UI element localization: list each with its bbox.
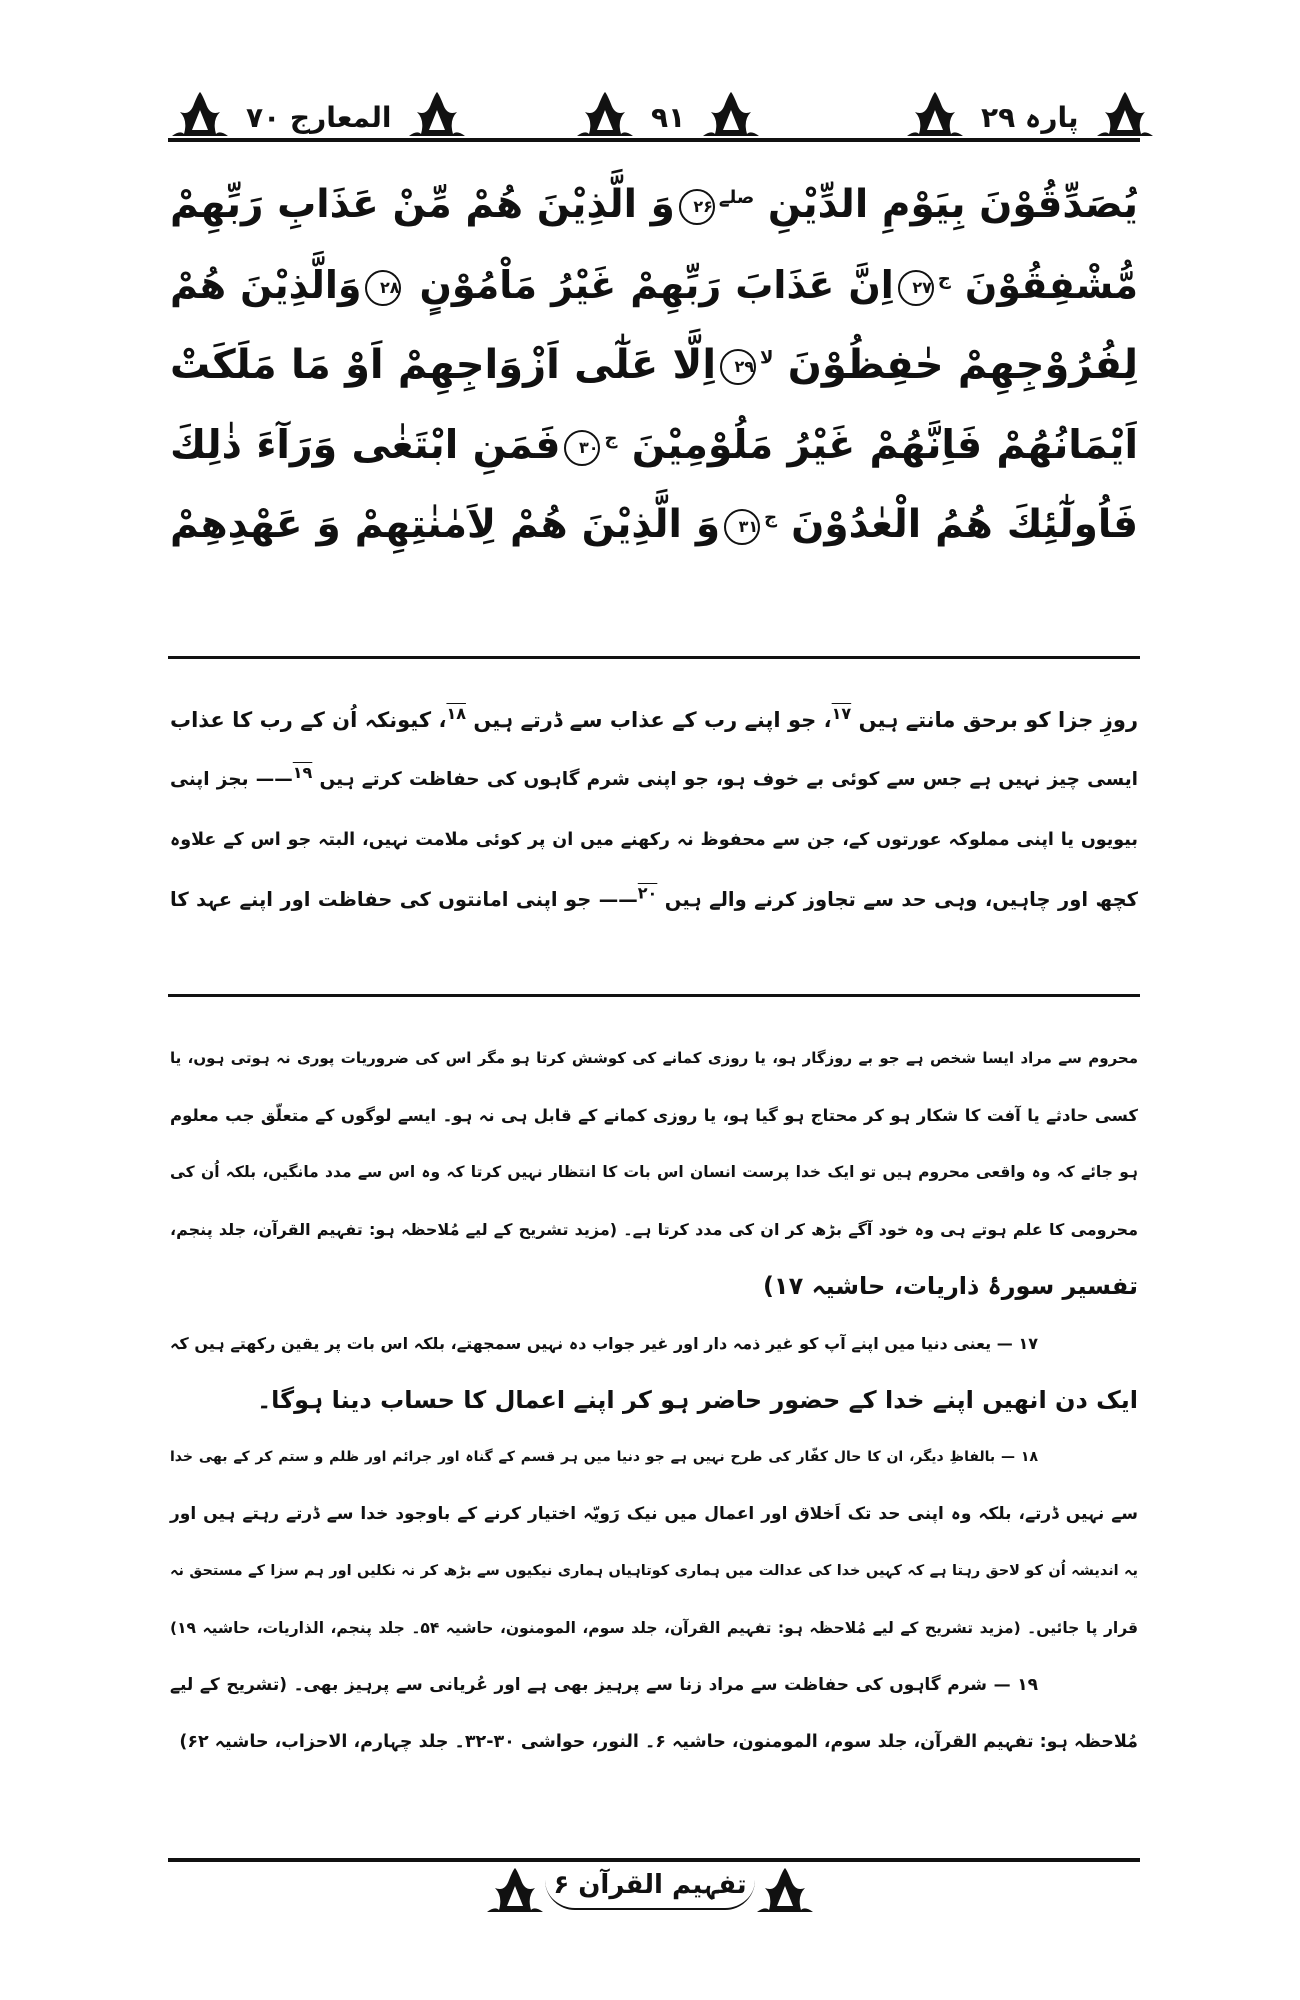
- line-text: یہ اندیشہ اُن کو لاحق رہتا ہے کہ کہیں خدا کی عدالت میں ہماری کوتاہیاں ہماری نیکیوں سے بڑھ کر نہ نکلیں اور ہم سزا کے مستحق نہ: [170, 1563, 1138, 1579]
- header-para-cartouche: [905, 88, 1155, 138]
- arabic-line: [170, 485, 1138, 565]
- footnote-line: [170, 1372, 1138, 1429]
- line-text: روزِ جزا کو برحق مانتے ہیں: [858, 708, 1139, 732]
- waqf-sign: لا: [760, 347, 774, 369]
- line-text: ۱۸ — بالفاظِ دیگر، ان کا حال کفّار کی طرح نہیں ہے جو دنیا میں ہر قسم کے گناہ اور جرائم اور ظلم و ستم کر کے بھی خدا: [170, 1449, 1038, 1465]
- ornament-icon: [485, 1866, 545, 1914]
- line-text: قرار پا جائیں۔ (مزید تشریح کے لیے مُلاحظہ ہو: تفہیم القرآن، جلد سوم، المومنون، حاشیہ ۵۴۔ جلد پنجم، الذاریات، حاشیہ ۱۹): [170, 1619, 1138, 1637]
- ayah-number-marker: ۲۸: [365, 270, 401, 306]
- line-text: اَيْمَانُهُمْ فَاِنَّهُمْ غَيْرُ مَلُوْمِيْنَ: [631, 422, 1138, 468]
- header-surah-cartouche: [170, 88, 467, 138]
- header-rule: [168, 138, 1140, 142]
- footnote-line: [170, 1144, 1138, 1201]
- line-text: وَ الَّذِيْنَ هُمْ لِاَمٰنٰتِهِمْ وَ عَهْدِهِمْ: [170, 502, 721, 547]
- ornament-icon: [905, 90, 965, 138]
- line-text: ۱۷ — یعنی دنیا میں اپنے آپ کو غیر ذمہ دار اور غیر جواب دہ نہیں سمجھتے، بلکہ اس بات پر یقین رکھتے ہیں کہ: [170, 1334, 1038, 1353]
- footnote-line: [170, 1600, 1138, 1657]
- footnote-line: [170, 1030, 1138, 1087]
- book-title: تفہیم القرآن ۶: [545, 1870, 754, 1910]
- footnote-reference: ۱۸: [446, 704, 466, 723]
- line-text: سے نہیں ڈرتے، بلکہ وہ اپنی حد تک اَخلاق اور اعمال میں نیک رَویّہ اختیار کرنے کے باوجود خدا سے ڈرتے رہتے ہیں اور: [170, 1504, 1138, 1524]
- translation-line: [170, 690, 1138, 750]
- line-text: کچھ اور چاہیں، وہی حد سے تجاوز کرنے والے ہیں: [664, 888, 1139, 911]
- footnote-line: [170, 1543, 1138, 1600]
- line-text: يُصَدِّقُوْنَ بِيَوْمِ الدِّيْنِ: [767, 182, 1139, 227]
- arabic-line: [170, 165, 1138, 245]
- waqf-sign: صلے: [718, 187, 755, 208]
- ornament-icon: [1095, 90, 1155, 138]
- divider: [168, 994, 1140, 997]
- line-text: —— جو اپنی امانتوں کی حفاظت اور اپنے عہد کا: [170, 888, 638, 911]
- footnote-line: [170, 1201, 1138, 1258]
- line-text: محرومی کا علم ہوتے ہی وہ خود آگے بڑھ کر ان کی مدد کرتا ہے۔ (مزید تشریح کے لیے مُلاحظہ ہو: تفہیم القرآن، جلد پنجم،: [170, 1220, 1138, 1239]
- translation-line: [170, 810, 1138, 870]
- line-text: محروم سے مراد ایسا شخص ہے جو بے روزگار ہو، یا روزی کمانے کی کوشش کرتا ہو مگر اس کی ضروریات پوری نہ ہوتی ہوں، یا: [170, 1049, 1138, 1067]
- ornament-icon: [575, 90, 635, 138]
- line-text: مُّشْفِقُوْنَ: [964, 263, 1138, 307]
- line-text: کسی حادثے یا آفت کا شکار ہو کر محتاج ہو گیا ہو، یا روزی کمانے کے قابل ہی نہ ہو۔ ایسے لوگوں کے متعلّق جب معلوم: [170, 1106, 1138, 1125]
- line-text: لِفُرُوْجِهِمْ حٰفِظُوْنَ: [787, 342, 1138, 388]
- waqf-sign: ج: [764, 507, 778, 528]
- line-text: فَمَنِ ابْتَغٰى وَرَآءَ ذٰلِكَ: [170, 422, 561, 468]
- ornament-icon: [407, 90, 467, 138]
- ayah-number-marker: ۳۰: [564, 430, 600, 466]
- ayah-number-marker: ۲۹: [720, 349, 756, 385]
- line-text: ایک دن انھیں اپنے خدا کے حضور حاضر ہو کر اپنے اعمال کا حساب دینا ہوگا۔: [257, 1386, 1138, 1414]
- line-text: تفسیر سورۂ ذاریات، حاشیہ ۱۷): [762, 1272, 1138, 1300]
- line-text: اِلَّا عَلٰٓى اَزْوَاجِهِمْ اَوْ مَا مَلَكَتْ: [170, 342, 717, 388]
- ayah-number-marker: ۳۱: [724, 509, 760, 545]
- arabic-line: [170, 325, 1138, 405]
- ornament-icon: [755, 1866, 815, 1914]
- line-text: ۱۹ — شرم گاہوں کی حفاظت سے مراد زنا سے پرہیز بھی ہے اور عُریانی سے پرہیز بھی۔ (تشریح کے لیے: [170, 1675, 1038, 1695]
- line-text: ہو جائے کہ وہ واقعی محروم ہیں تو ایک خدا پرست انسان اس بات کا انتظار نہیں کرتا کہ وہ اس سے مدد مانگیں، بلکہ اُن کی: [170, 1163, 1138, 1181]
- arabic-text: [170, 165, 1138, 565]
- footer-cartouche: [0, 1866, 1300, 1914]
- para-number: پارہ ۲۹: [981, 101, 1079, 134]
- footnote-reference: ۱۷: [831, 704, 852, 723]
- footnote-reference: ۲۰: [637, 883, 658, 903]
- footnote-line: [170, 1657, 1138, 1714]
- line-text: مُلاحظہ ہو: تفہیم القرآن، جلد سوم، المومنون، حاشیہ ۶۔ النور، حواشی ۳۰-۳۲۔ جلد چہارم، الاحزاب، حاشیہ ۶۲): [179, 1732, 1138, 1752]
- footer-rule: [168, 1858, 1140, 1862]
- line-text: وَ الَّذِيْنَ هُمْ مِّنْ عَذَابِ رَبِّهِمْ: [170, 182, 675, 227]
- arabic-line: [170, 405, 1138, 485]
- footnote-line: [170, 1258, 1138, 1315]
- page-number: ۹۱: [651, 101, 686, 134]
- line-text: وَالَّذِيْنَ هُمْ: [170, 263, 362, 307]
- line-text: بیویوں یا اپنی مملوکہ عورتوں کے، جن سے محفوظ نہ رکھنے میں ان پر کوئی ملامت نہیں، البتہ جو اس کے علاوہ: [170, 830, 1138, 850]
- translation-line: [170, 750, 1138, 810]
- ayah-number-marker: ۲۷: [898, 270, 934, 306]
- translation-line: [170, 870, 1138, 930]
- arabic-line: [170, 245, 1138, 325]
- surah-name: المعارج ۷۰: [246, 101, 392, 134]
- footnote-line: [170, 1087, 1138, 1144]
- header-page-cartouche: [575, 88, 761, 138]
- line-text: اِنَّ عَذَابَ رَبِّهِمْ غَيْرُ مَاْمُوْنٍ: [419, 263, 894, 307]
- ayah-number-marker: ۲۶: [679, 189, 715, 225]
- urdu-translation: [170, 690, 1138, 930]
- waqf-sign: ج: [937, 268, 951, 290]
- footnote-line: [170, 1714, 1138, 1771]
- line-text: ، جو اپنے رب کے عذاب سے ڈرتے ہیں: [473, 708, 832, 732]
- footnote-line: [170, 1315, 1138, 1372]
- divider: [168, 656, 1140, 659]
- ornament-icon: [701, 90, 761, 138]
- footnote-reference: ۱۹: [292, 762, 313, 782]
- line-text: ، کیونکہ اُن کے رب کا عذاب: [170, 708, 447, 732]
- waqf-sign: ج: [604, 427, 618, 449]
- footnote-line: [170, 1486, 1138, 1543]
- line-text: —— بجز اپنی: [170, 769, 293, 790]
- ornament-icon: [170, 90, 230, 138]
- footnotes: [170, 1030, 1138, 1771]
- line-text: فَاُولٰٓئِكَ هُمُ الْعٰدُوْنَ: [791, 502, 1138, 547]
- footnote-line: [170, 1429, 1138, 1486]
- line-text: ایسی چیز نہیں ہے جس سے کوئی بے خوف ہو، جو اپنی شرم گاہوں کی حفاظت کرتے ہیں: [319, 769, 1138, 790]
